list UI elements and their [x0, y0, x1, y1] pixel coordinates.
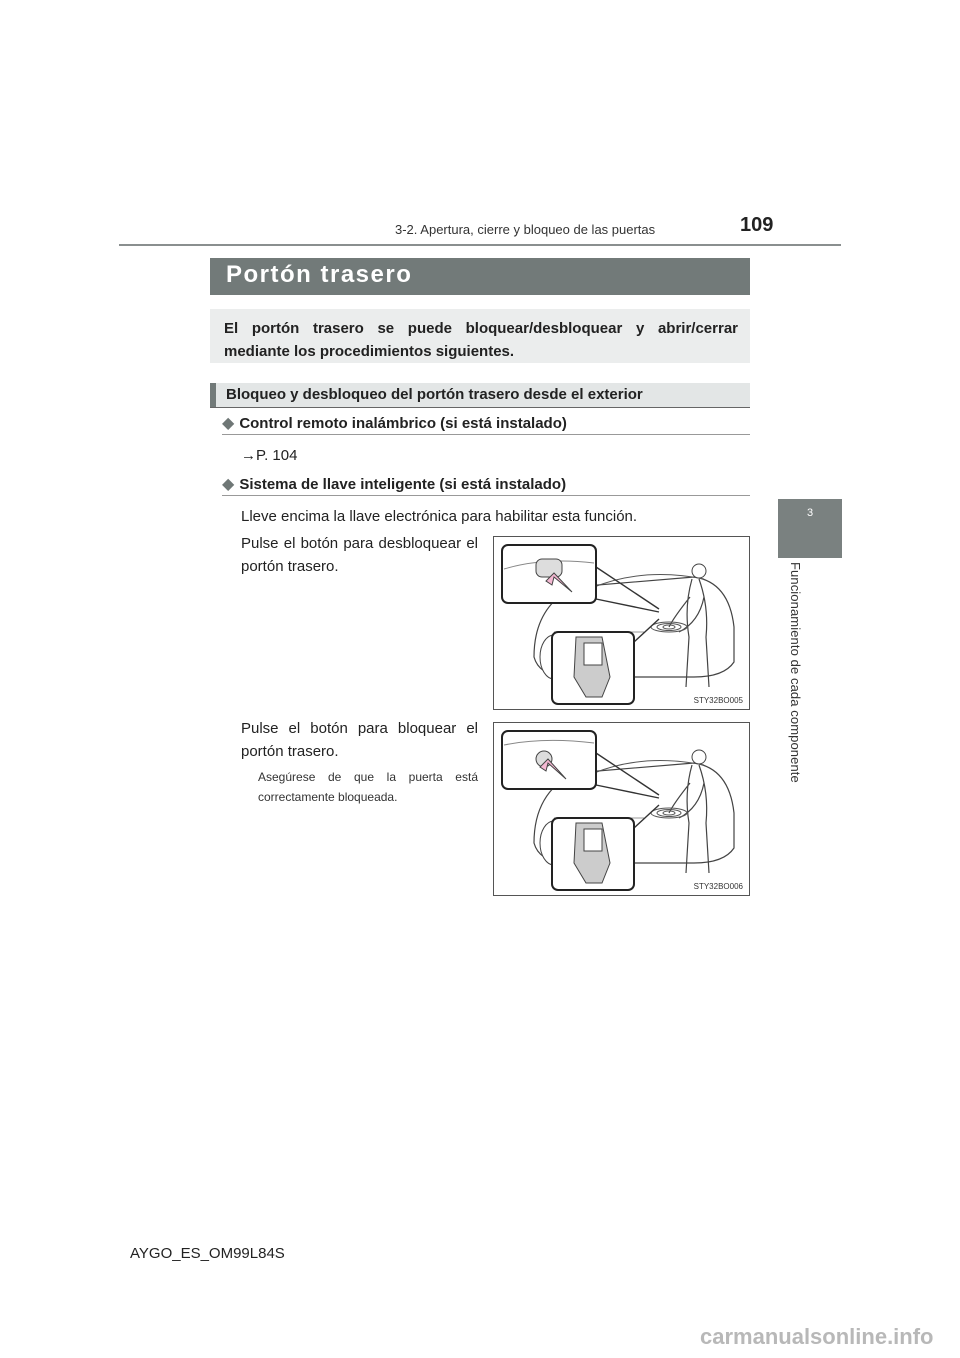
item-divider — [222, 495, 750, 496]
page-title-bar — [210, 258, 750, 295]
diamond-icon: ◆ — [222, 415, 235, 432]
watermark: carmanualsonline.info — [700, 1324, 934, 1349]
header-section-title: 3-2. Apertura, cierre y bloqueo de las puertas — [395, 222, 656, 237]
intro-box — [210, 309, 750, 363]
figure-lock — [493, 722, 750, 896]
chapter-label: Funcionamiento de cada componente — [788, 562, 803, 783]
chapter-tab — [778, 499, 842, 558]
section-heading-bar — [210, 383, 750, 408]
section-heading: Bloqueo y desbloqueo del portón trasero desde el exterior — [226, 386, 643, 403]
item-heading-smart-key — [222, 474, 566, 494]
item-divider — [222, 434, 750, 435]
page-number: 109 — [740, 214, 774, 236]
section-heading-marker — [210, 383, 216, 407]
item-heading-text: Sistema de llave inteligente (si está instalado) — [239, 476, 567, 493]
item-heading-remote — [222, 413, 567, 433]
intro-text: El portón trasero se puede bloquear/desbloquear y abrir/cerrar mediante los procedimientos siguientes. — [224, 320, 738, 360]
figure-unlock — [493, 536, 750, 710]
page-reference-link[interactable]: →P. 104 — [241, 447, 298, 464]
chapter-number: 3 — [806, 507, 814, 519]
diamond-icon: ◆ — [222, 476, 235, 493]
car-tailgate-illustration — [494, 537, 749, 709]
step-unlock-text: Pulse el botón para desbloquear el portón trasero. — [241, 535, 478, 575]
figure-code: STY32BO005 — [693, 696, 743, 705]
item-heading-text: Control remoto inalámbrico (si está instalado) — [239, 415, 567, 432]
step-lock-text: Pulse el botón para bloquear el portón trasero. — [241, 720, 478, 760]
document-code: AYGO_ES_OM99L84S — [130, 1245, 285, 1262]
item-description: Lleve encima la llave electrónica para habilitar esta función. — [241, 508, 638, 525]
page-title: Portón trasero — [226, 261, 413, 288]
car-tailgate-illustration — [494, 723, 749, 895]
figure-code: STY32BO006 — [693, 882, 743, 891]
step-lock-note: Asegúrese de que la puerta está correctamente bloqueada. — [258, 770, 478, 804]
header-divider — [119, 244, 841, 246]
